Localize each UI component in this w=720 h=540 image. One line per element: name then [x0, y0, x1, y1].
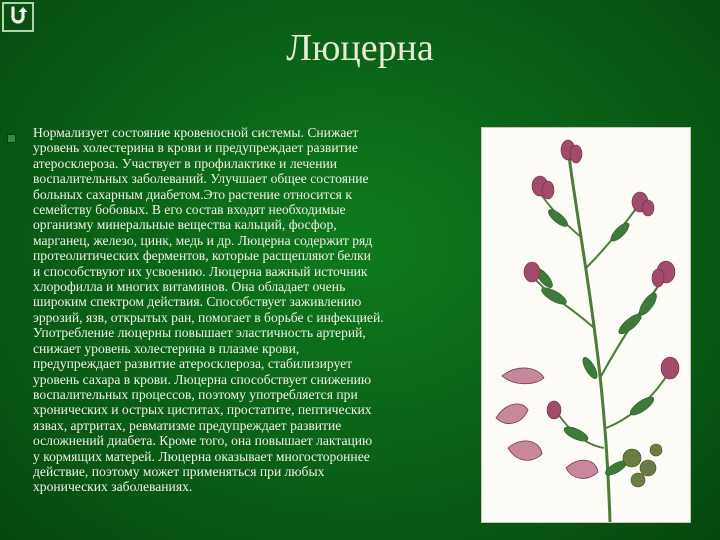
body-text-line: воспалительных заболеваний. Улучшает общее состояние — [33, 171, 369, 187]
body-text-line: язвах, артритах, ревматизме предупреждает развитие — [33, 417, 342, 433]
body-text-line: больных сахарным диабетом.Это растение относится к — [33, 186, 352, 202]
body-text-line: и способствуют их усвоению. Люцерна важный источник — [33, 263, 368, 279]
page-title: Люцерна — [286, 27, 434, 69]
body-text-line: у кормящих матерей. Люцерна оказывает многостороннее — [33, 448, 370, 464]
body-text-line: Нормализует состояние кровеносной системы. Снижает — [33, 125, 359, 140]
body-text-line: эррозий, язв, открытых ран, помогает в борьбе с инфекцией. — [33, 309, 384, 325]
body-text — [33, 125, 451, 495]
body-text-line: предупреждает развитие атеросклероза, стабилизирует — [33, 356, 353, 372]
body-text-line: уровень сахара в крови. Люцерна способствует снижению — [33, 371, 372, 387]
body-text-line: хлорофилла и многих витаминов. Она обладает очень — [33, 279, 346, 295]
body-text-line: организму минеральные вещества кальций, фосфор, — [33, 217, 337, 233]
body-text-line: снижает уровень холестерина в плазме крови, — [33, 340, 300, 356]
body-text-line: протеолитических ферментов, которые расщепляют белки — [33, 248, 371, 264]
body-text-line: хронических заболеваниях. — [33, 479, 193, 495]
alfalfa-plant-icon — [482, 128, 690, 522]
body-text-line: уровень холестерина в крови и предупреждает развитие — [33, 140, 358, 156]
body-text-line: марганец, железо, цинк, медь и др. Люцерна содержит ряд — [33, 232, 373, 248]
body-text-line: осложнений диабета. Кроме того, она повышает лактацию — [33, 433, 373, 449]
bullet-marker — [7, 134, 16, 143]
body-text-line: широким спектром действия. Способствует заживлению — [33, 294, 362, 310]
body-text-line: Употребление люцерны повышает эластичность артерий, — [33, 325, 366, 341]
body-text-line: действие, поэтому может применяться при любых — [33, 463, 325, 479]
body-text-line: семейству бобовых. В его состав входят необходимые — [33, 202, 346, 218]
body-text-line: воспалительных процессов, поэтому употребляется при — [33, 386, 358, 402]
body-text-line: атеросклероза. Участвует в профилактике и лечении — [33, 155, 338, 171]
plant-illustration — [481, 127, 691, 523]
body-text-line: хронических и острых циститах, простатите, пептических — [33, 402, 372, 418]
